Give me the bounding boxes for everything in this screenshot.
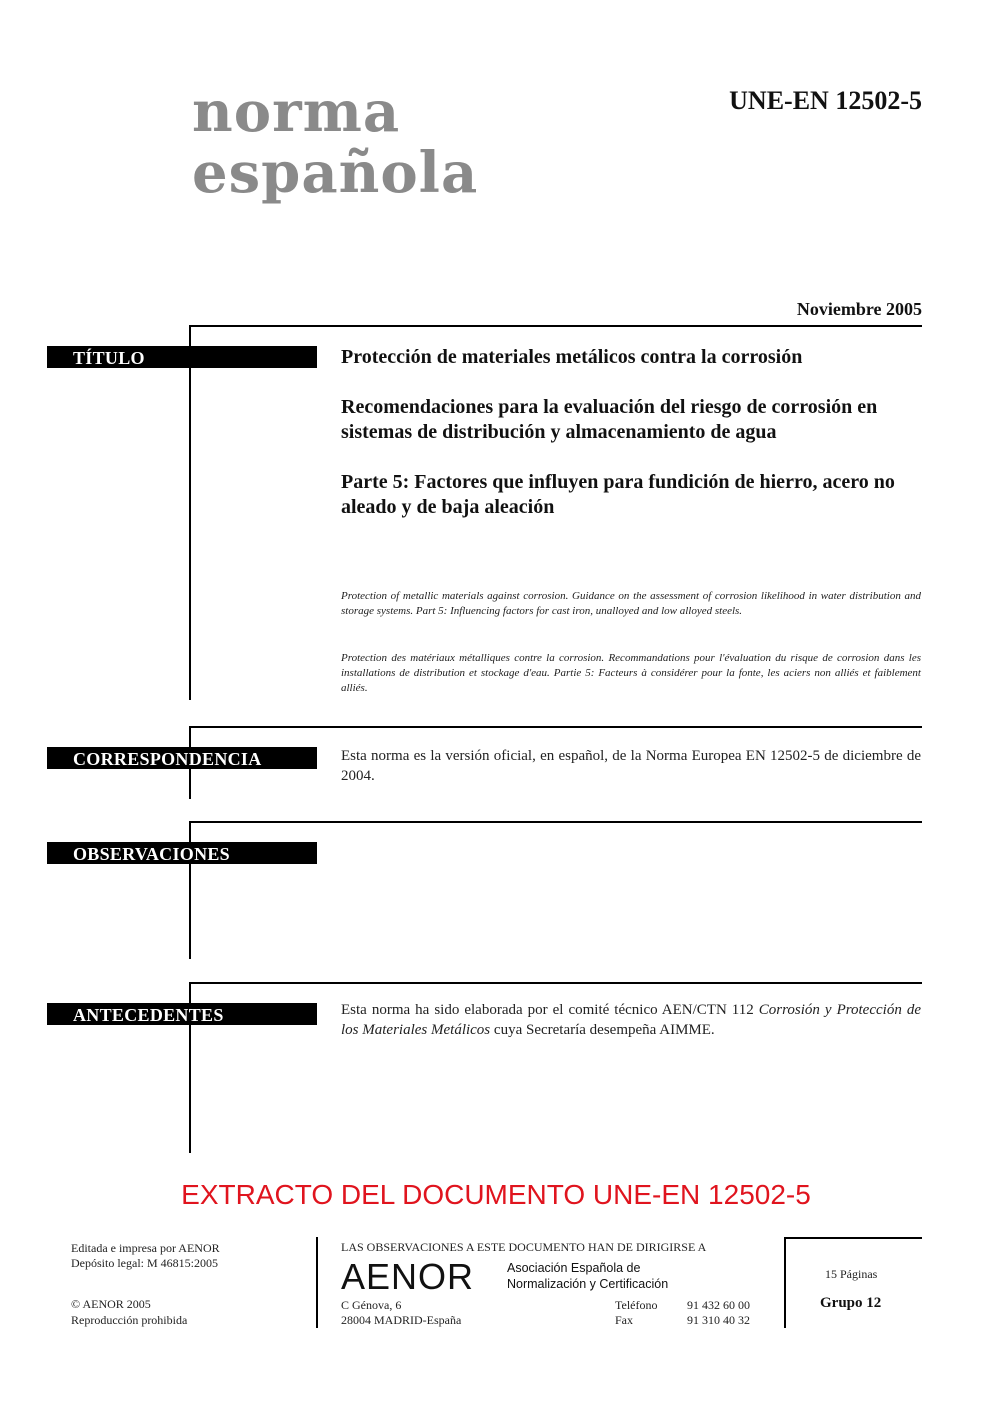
extract-notice: EXTRACTO DEL DOCUMENTO UNE-EN 12502-5 <box>181 1179 811 1210</box>
correspondencia-text: Esta norma es la versión oficial, en español, de la Norma Europea EN 12502-5 de diciembre de 2004. <box>341 748 921 784</box>
section-divider <box>190 982 922 984</box>
address-street: C Génova, 6 <box>341 1298 402 1312</box>
brand-line-norma: norma <box>192 79 401 145</box>
footer-edited: Editada e impresa por AENOR <box>71 1241 220 1255</box>
footer-box-rule <box>784 1237 786 1328</box>
phone-number: 91 432 60 00 <box>687 1298 750 1312</box>
label-correspondencia: CORRESPONDENCIA <box>47 747 317 769</box>
assoc-name-line1: Asociación Española de <box>507 1261 641 1275</box>
address-city: 28004 MADRID-España <box>341 1313 462 1327</box>
section-divider <box>190 821 922 823</box>
title-english: Protection of metallic materials against corrosion. Guidance on the assessment of corrosion likelihood in water distribution and storage systems. Part 5: Influencing factors for cast iron, unalloyed and low alloyed steels. <box>341 590 921 617</box>
footer-box-top <box>785 1237 922 1239</box>
brand-line-espanola: española <box>192 140 479 206</box>
aenor-logo: AENOR <box>341 1256 475 1297</box>
title-main: Protección de materiales metálicos contra la corrosión <box>341 346 803 368</box>
page-count: 15 Páginas <box>825 1267 878 1281</box>
footer-deposit: Depósito legal: M 46815:2005 <box>71 1256 218 1270</box>
standard-code: UNE-EN 12502-5 <box>729 86 922 115</box>
publication-date: Noviembre 2005 <box>796 299 922 319</box>
phone-label: Teléfono <box>615 1298 658 1312</box>
label-observaciones: OBSERVACIONES <box>47 842 317 864</box>
footer-copyright: © AENOR 2005 <box>71 1297 151 1311</box>
section-divider <box>190 726 922 728</box>
fax-label: Fax <box>615 1313 633 1327</box>
label-titulo: TÍTULO <box>47 346 317 368</box>
observations-notice: LAS OBSERVACIONES A ESTE DOCUMENTO HAN DE DIRIGIRSE A <box>341 1240 707 1254</box>
footer-reproduction: Reproducción prohibida <box>71 1313 188 1327</box>
title-part: Parte 5: Factores que influyen para fundición de hierro, acero no aleado y de baja aleación <box>341 471 895 518</box>
section-divider <box>190 325 922 327</box>
price-group: Grupo 12 <box>820 1295 882 1311</box>
assoc-name-line2: Normalización y Certificación <box>507 1277 669 1291</box>
footer-rule <box>316 1237 318 1328</box>
antecedentes-text: Esta norma ha sido elaborada por el comité técnico AEN/CTN 112 Corrosión y Protección de los Materiales Metálicos cuya Secretaría desempeña AIMME. <box>341 1002 921 1038</box>
title-sub: Recomendaciones para la evaluación del riesgo de corrosión en sistemas de distribución y almacenamiento de agua <box>341 396 878 443</box>
section-rule <box>189 325 191 700</box>
fax-number: 91 310 40 32 <box>687 1313 750 1327</box>
title-french: Protection des matériaux métalliques contre la corrosion. Recommandations pour l'évaluation du risque de corrosion dans les installations de distribution et stockage d'eau. Partie 5: Facteurs à considérer pour la fonte, les aciers non alliés et faiblement alliés. <box>341 652 921 694</box>
label-antecedentes: ANTECEDENTES <box>47 1003 317 1025</box>
